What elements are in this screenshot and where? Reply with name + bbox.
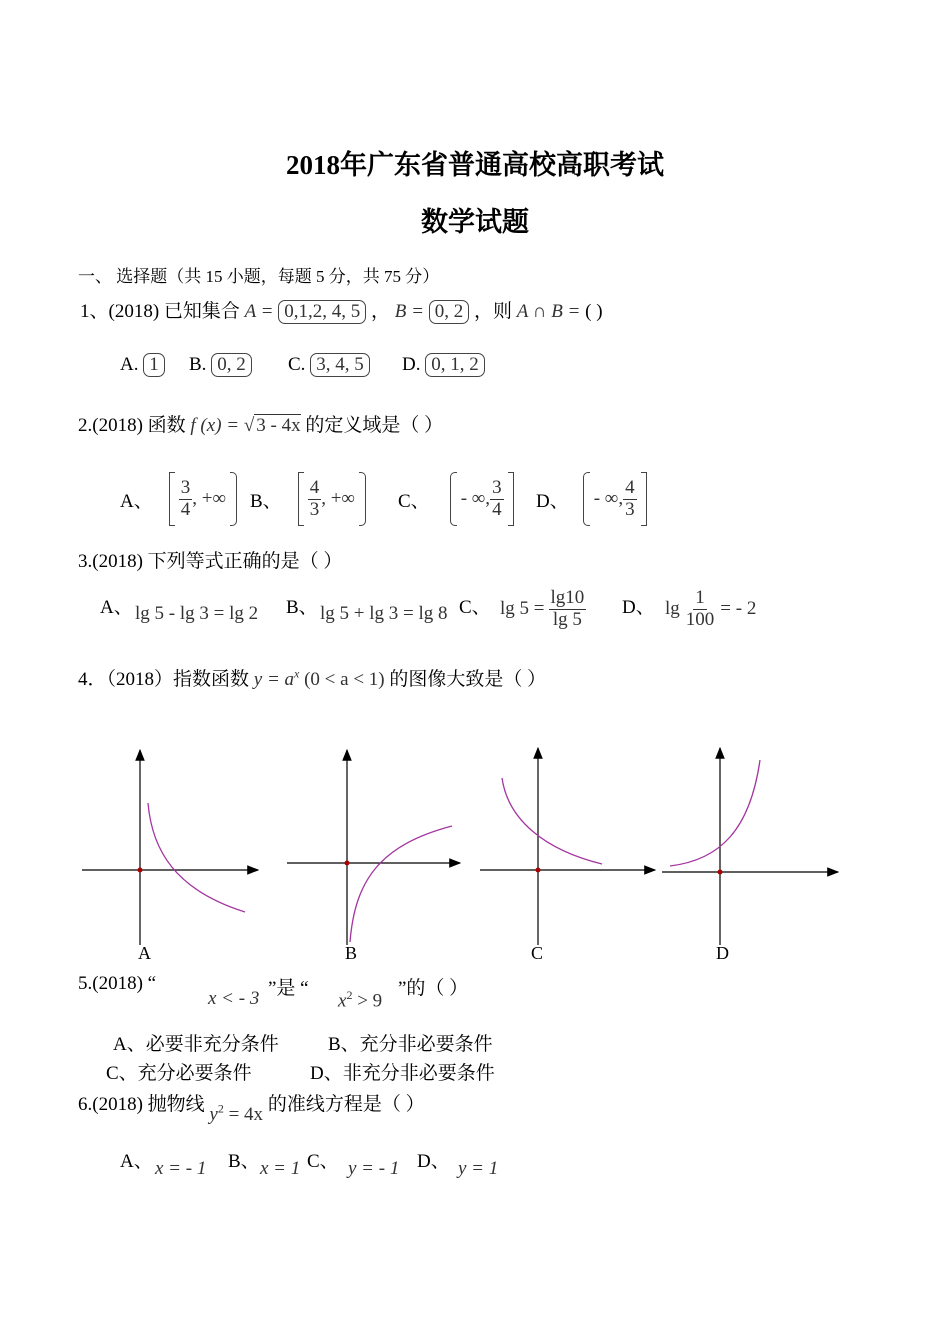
q1-comma: ， [371,301,391,322]
frac-numerator: 3 [492,476,502,498]
option-interval [292,472,372,526]
q4-graphs [0,730,950,970]
frac-denominator: 100 [685,608,715,630]
option-label: B、 [250,490,282,512]
option-label: D、 [536,490,569,512]
q5-stem-prefix: 5.(2018) “ [78,973,157,994]
interval-rest: , +∞ [321,488,355,509]
q4-func: y = a [253,669,295,690]
curve-d [670,760,760,866]
q3-option-c-label: C、 [459,597,491,618]
q1-option-c [288,353,370,377]
q2-stem-suffix: 的定义域是（ ） [305,415,444,436]
frac-numerator: lg10 [550,587,585,608]
graph-c [480,748,655,945]
q6-stem-suffix: 的准线方程是（ ） [267,1094,425,1115]
frac-numerator: 4 [625,476,635,498]
q5-option-b: B、充分非必要条件 [328,1034,493,1055]
q4-stem [78,664,546,691]
graph-label-d: D [716,943,729,963]
q2-option-b [250,472,372,526]
q2-option-c [398,472,520,526]
frac-denominator: 4 [492,498,502,520]
q1-set-b-label: B = [394,301,424,322]
q4-stem-suffix: 的图像大致是（ ） [389,669,547,690]
q3-option-b-label: B、 [286,597,318,618]
q6-option-c-label: C、 [307,1151,339,1172]
q3-option-d-expr [665,588,756,631]
q2-sqrt-sign: √ [243,415,255,436]
option-value: 1 [143,353,165,377]
q6-stem-prefix: 6.(2018) 抛物线 [78,1094,205,1115]
frac-denominator: 4 [180,498,191,520]
option-interval [444,472,520,526]
q1-set-a-label: A = [244,301,274,322]
q6-option-c-expr: y = - 1 [348,1158,400,1179]
q5-q [338,988,382,1012]
origin-dot [138,868,143,873]
q5-mid: ”是 “ [268,978,309,999]
q3-option-a-expr: lg 5 - lg 3 = lg 2 [135,603,259,624]
option-interval [577,472,653,526]
q2-func: f (x) = [190,415,240,436]
graph-d [662,748,838,945]
graph-label-a: A [138,943,151,963]
q2-stem-prefix: 2.(2018) 函数 [78,415,186,436]
q1-option-d [402,353,485,377]
q5-option-a: A、必要非充分条件 [113,1034,279,1055]
q6-option-d-expr: y = 1 [458,1158,499,1179]
q6-stem [78,1089,425,1125]
q3-option-d-label: D、 [622,597,655,618]
c-lhs: lg 5 = [500,598,545,620]
option-label: D. [402,354,421,375]
q5-stem-suffix: ”的（ ） [398,978,469,999]
option-value: 3, 4, 5 [310,353,370,377]
q3-option-a-label: A、 [100,597,133,618]
q6-option-d-label: D、 [417,1151,450,1172]
q6-option-b-expr: x = 1 [260,1158,301,1179]
frac-numerator: 3 [180,476,191,498]
option-label: A、 [120,490,153,512]
interval-pre: - ∞, [593,488,624,509]
frac-denominator: 3 [625,498,635,520]
graph-b [287,750,460,945]
curve-c [502,778,602,864]
option-label: C、 [398,490,430,512]
origin-dot [718,870,723,875]
q5-q-base: x [338,990,347,1012]
q6-option-a-expr: x = - 1 [155,1158,207,1179]
q1-paren: ( ) [585,301,603,322]
q1-option-b [189,353,252,377]
interval-pre: - ∞, [460,488,491,509]
q2-option-d [536,472,653,526]
q6-eq [209,1101,264,1125]
q6-eq-rest: = 4x [228,1104,264,1125]
q6-option-b-label: B、 [228,1151,260,1172]
q5-option-c: C、充分必要条件 [106,1063,252,1084]
page-title: 2018年广东省普通高校高职考试 [286,150,664,180]
option-interval [163,472,243,526]
page-subtitle: 数学试题 [421,207,529,237]
d-pre: lg [665,598,680,620]
d-post: = - 2 [720,598,757,620]
origin-dot [536,868,541,873]
graph-label-b: B [345,943,358,963]
q5-option-d: D、非充分非必要条件 [310,1063,495,1084]
frac-denominator: 3 [309,498,320,520]
q1-expr: A ∩ B = [516,301,581,322]
curve-a [148,803,245,912]
q6-eq-base: y [209,1104,218,1125]
option-label: A. [120,354,139,375]
option-value: 0, 2 [211,353,252,377]
q1-stem [80,296,603,324]
q2-option-a [120,472,243,526]
q4-cond: (0 < a < 1) [304,669,385,690]
curve-b [350,826,452,942]
q1-then: ，则 [473,301,512,322]
interval-rest: , +∞ [192,488,226,509]
frac-numerator: 1 [695,587,705,608]
q2-radicand: 3 - 4x [256,415,301,436]
q6-option-a-label: A、 [120,1151,153,1172]
q1-set-b: 0, 2 [429,300,470,324]
graph-a [82,750,258,945]
q3-option-b-expr: lg 5 + lg 3 = lg 8 [320,603,448,624]
q4-exp: x [294,666,300,681]
q5-q-rest: > 9 [357,990,383,1012]
q3-option-c-expr [500,588,586,631]
graph-label-c: C [531,943,544,963]
q1-option-a [120,353,165,377]
q1-set-a: 0,1,2, 4, 5 [278,300,366,324]
q1-stem-prefix: 1、(2018) 已知集合 [80,301,240,322]
option-label: B. [189,354,207,375]
q6-eq-exp: 2 [217,1101,224,1116]
q5-p: x < - 3 [208,988,260,1009]
origin-dot [345,861,350,866]
option-value: 0, 1, 2 [425,353,485,377]
q5-q-exp: 2 [346,988,353,1002]
frac-denominator: lg 5 [552,608,582,630]
section-heading: 一、 选择题（共 15 小题，每题 5 分，共 75 分） [78,267,440,286]
q3-stem: 3.(2018) 下列等式正确的是（ ） [78,551,343,572]
frac-numerator: 4 [309,476,320,498]
q4-stem-prefix: 4．（2018）指数函数 [78,669,250,690]
option-label: C. [288,354,306,375]
q2-stem [78,410,443,437]
